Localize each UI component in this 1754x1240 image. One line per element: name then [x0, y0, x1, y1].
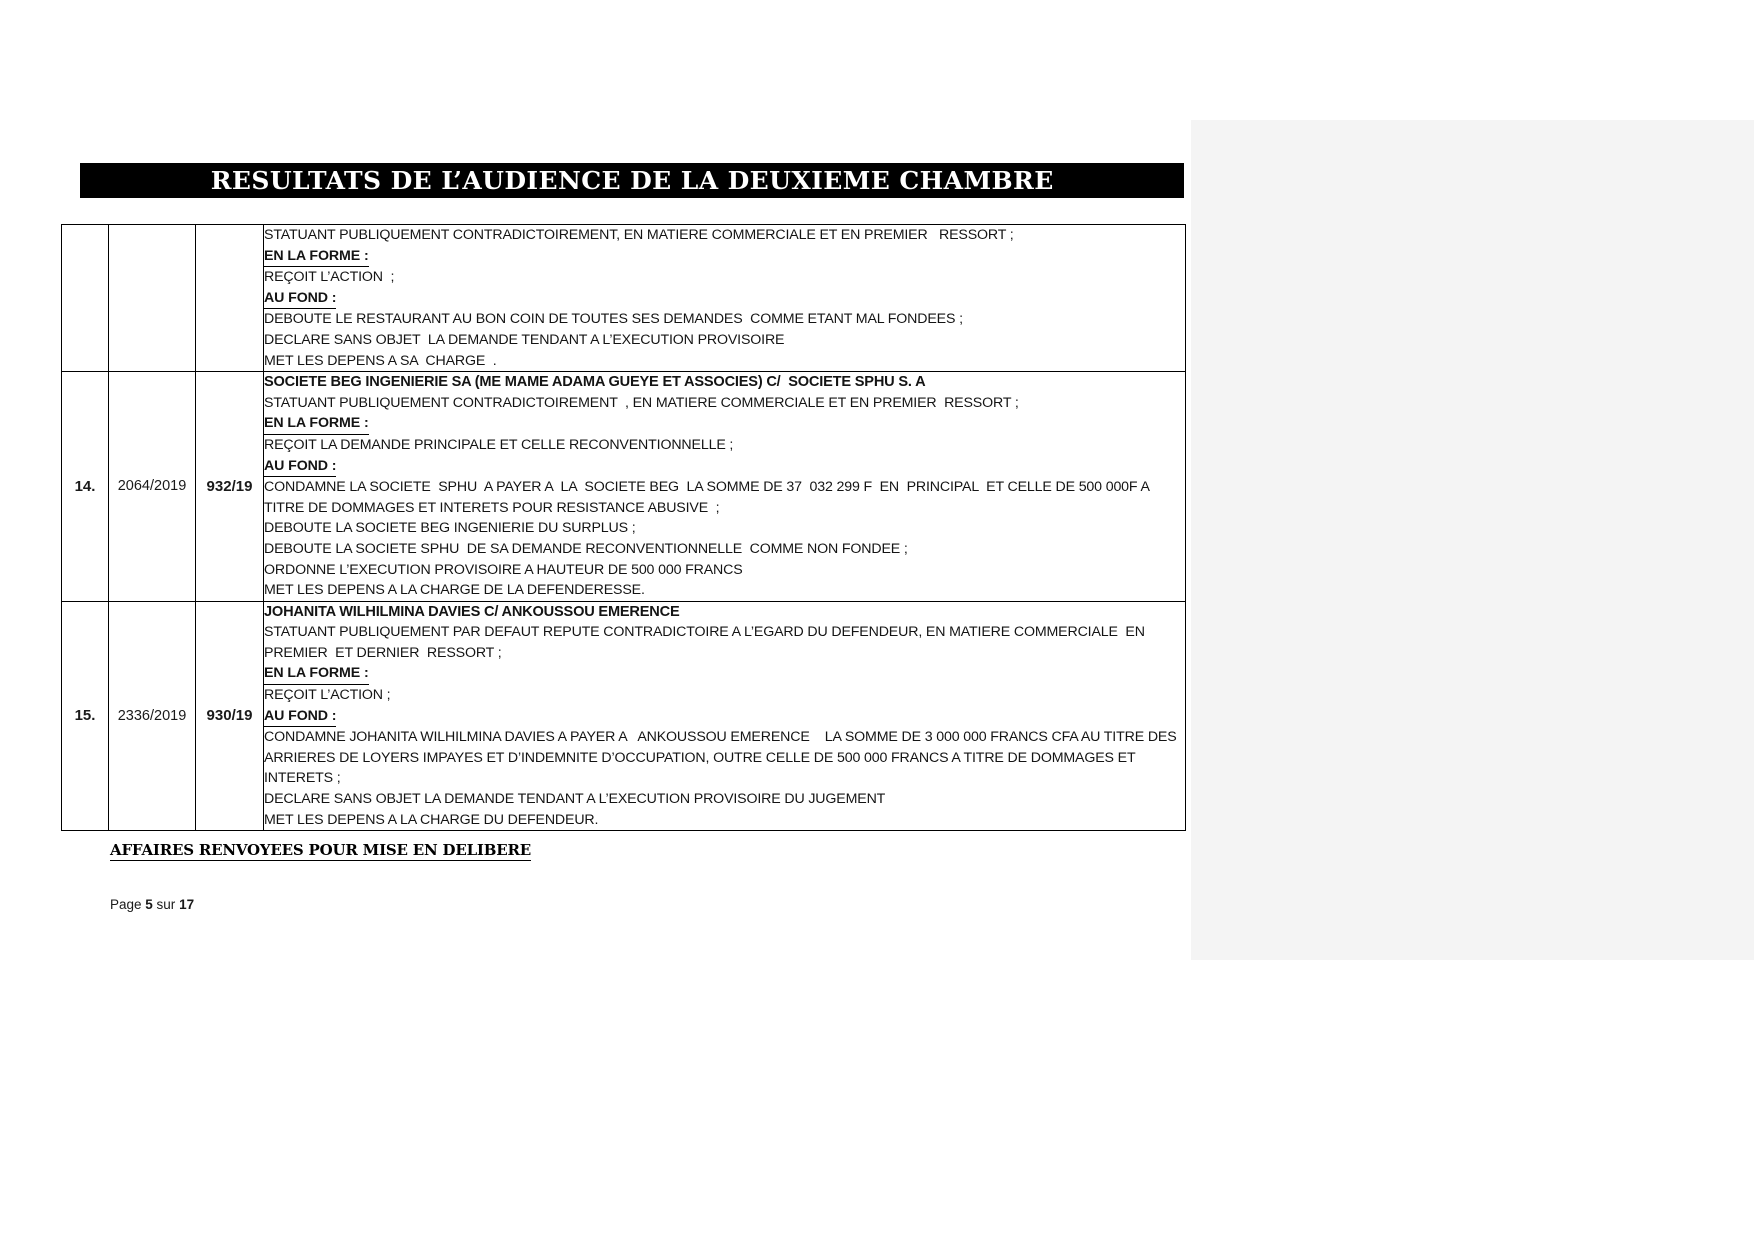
decision-line-text: REÇOIT LA DEMANDE PRINCIPALE ET CELLE RECONVENTIONNELLE ; — [264, 436, 734, 453]
decision-line-text: DECLARE SANS OBJET LA DEMANDE TENDANT A L’EXECUTION PROVISOIRE — [264, 331, 785, 348]
decision-line — [264, 413, 1185, 435]
decision-line — [264, 706, 1185, 728]
table-row — [62, 601, 1186, 831]
row-number-cell: 15. — [62, 601, 109, 831]
section-footer-heading: AFFAIRES RENVOYEES POUR MISE EN DELIBERE — [110, 841, 531, 859]
decision-line — [264, 246, 1185, 268]
party-names: SOCIETE BEG INGENIERIE SA (ME MAME ADAMA GUEYE ET ASSOCIES) C/ SOCIETE SPHU S. A — [264, 374, 926, 391]
decision-line — [264, 810, 1185, 831]
decision-line — [264, 685, 1185, 706]
decision-line-text: DEBOUTE LA SOCIETE SPHU DE SA DEMANDE RECONVENTIONNELLE COMME NON FONDEE ; — [264, 540, 908, 557]
row-number-cell: 14. — [62, 372, 109, 602]
results-table-body — [62, 225, 1186, 831]
decision-line — [264, 727, 1185, 789]
decision-subheading: EN LA FORME : — [264, 664, 369, 685]
decision-line-text: STATUANT PUBLIQUEMENT PAR DEFAUT REPUTE CONTRADICTOIRE A L’EGARD DU DEFENDEUR, EN MATIERE COMMERCIALE EN PREMIER ET DERNIER RESSORT ; — [264, 624, 1149, 661]
decision-line — [264, 351, 1185, 372]
decision-subheading: AU FOND : — [264, 457, 336, 478]
decision-line-text: REÇOIT L’ACTION ; — [264, 269, 395, 286]
document-title-banner — [80, 163, 1184, 198]
right-grey-panel — [1191, 120, 1754, 960]
decision-line — [264, 518, 1185, 539]
party-names: JOHANITA WILHILMINA DAVIES C/ ANKOUSSOU EMERENCE — [264, 603, 680, 620]
decision-line — [264, 225, 1185, 246]
decision-line-text: MET LES DEPENS A LA CHARGE DU DEFENDEUR. — [264, 811, 599, 828]
decision-line — [264, 622, 1185, 663]
decision-line — [264, 789, 1185, 810]
decision-line-text: STATUANT PUBLIQUEMENT CONTRADICTOIREMENT, EN MATIERE COMMERCIALE ET EN PREMIER RESSORT ; — [264, 227, 1014, 243]
decision-line — [264, 372, 1185, 393]
decision-line — [264, 330, 1185, 351]
case-number-cell: 2336/2019 — [109, 601, 196, 831]
case-number-cell — [109, 225, 196, 372]
decision-line — [264, 663, 1185, 685]
judgment-number-cell: 930/19 — [196, 601, 264, 831]
judgment-number-cell: 932/19 — [196, 372, 264, 602]
decision-line — [264, 539, 1185, 560]
page-title: RESULTATS DE L’AUDIENCE DE LA DEUXIEME CHAMBRE — [210, 166, 1054, 195]
decision-text-cell — [264, 601, 1186, 831]
page-number: 5 — [145, 897, 153, 912]
results-table — [61, 224, 1186, 831]
decision-line — [264, 560, 1185, 581]
decision-line — [264, 580, 1185, 601]
decision-line-text: REÇOIT L’ACTION ; — [264, 687, 391, 704]
decision-line-text: DEBOUTE LA SOCIETE BEG INGENIERIE DU SURPLUS ; — [264, 520, 636, 537]
decision-line-text: CONDAMNE JOHANITA WILHILMINA DAVIES A PAYER A ANKOUSSOU EMERENCE LA SOMME DE 3 000 000 FRANCS CFA AU TITRE DES ARRIERES DE LOYERS IMPAYES ET D’INDEMNITE D’OCCUPATION, OUTRE CELLE DE 500 000 FRANCS A TITRE DE DOMMAGES ET INTERETS ; — [264, 729, 1180, 787]
page-footer-prefix: Page — [110, 897, 146, 912]
case-number-cell: 2064/2019 — [109, 372, 196, 602]
decision-line — [264, 393, 1185, 414]
decision-line — [264, 288, 1185, 310]
decision-line — [264, 309, 1185, 330]
row-number-cell — [62, 225, 109, 372]
decision-line-text: MET LES DEPENS A LA CHARGE DE LA DEFENDERESSE. — [264, 582, 645, 599]
page-footer — [110, 897, 194, 912]
page-footer-middle: sur — [152, 897, 180, 912]
decision-line-text: STATUANT PUBLIQUEMENT CONTRADICTOIREMENT , EN MATIERE COMMERCIALE ET EN PREMIER RESSORT ; — [264, 394, 1019, 411]
judgment-number-cell — [196, 225, 264, 372]
decision-line — [264, 477, 1185, 518]
decision-line — [264, 602, 1185, 623]
page-total: 17 — [179, 897, 195, 912]
decision-subheading: EN LA FORME : — [264, 414, 369, 435]
decision-line-text: DEBOUTE LE RESTAURANT AU BON COIN DE TOUTES SES DEMANDES COMME ETANT MAL FONDEES ; — [264, 311, 963, 328]
decision-line-text: ORDONNE L’EXECUTION PROVISOIRE A HAUTEUR DE 500 000 FRANCS — [264, 561, 743, 578]
decision-subheading: EN LA FORME : — [264, 247, 369, 268]
decision-text-cell — [264, 372, 1186, 602]
decision-line-text: CONDAMNE LA SOCIETE SPHU A PAYER A LA SOCIETE BEG LA SOMME DE 37 032 299 F EN PRINCIPAL ET CELLE DE 500 000F A TITRE DE DOMMAGES ET INTERETS POUR RESISTANCE ABUSIVE ; — [264, 479, 1153, 516]
decision-text-cell — [264, 225, 1186, 372]
decision-line-text: MET LES DEPENS A SA CHARGE . — [264, 352, 497, 369]
decision-subheading: AU FOND : — [264, 707, 336, 728]
table-row — [62, 225, 1186, 372]
decision-line — [264, 456, 1185, 478]
decision-subheading: AU FOND : — [264, 289, 336, 310]
decision-line — [264, 435, 1185, 456]
decision-line-text: DECLARE SANS OBJET LA DEMANDE TENDANT A L’EXECUTION PROVISOIRE DU JUGEMENT — [264, 791, 886, 808]
table-row — [62, 372, 1186, 602]
decision-line — [264, 267, 1185, 288]
